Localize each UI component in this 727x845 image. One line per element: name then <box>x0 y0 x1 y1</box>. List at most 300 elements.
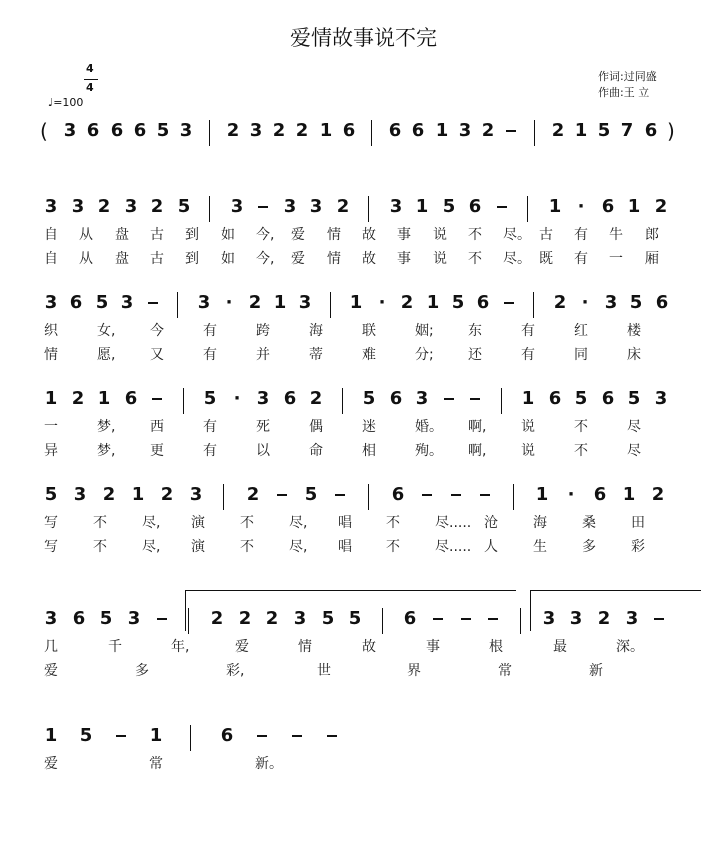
note: 5 <box>44 484 58 505</box>
lyric-syllable: 梦, <box>97 419 116 435</box>
note: 1 <box>435 120 449 141</box>
sustain-dash <box>506 130 516 132</box>
tempo-marking: ♩=100 <box>48 96 84 109</box>
note: 1 <box>349 292 363 313</box>
note: 6 <box>133 120 147 141</box>
lyric-syllable: 千 <box>108 639 122 655</box>
note: 5 <box>574 388 588 409</box>
note: 2 <box>160 484 174 505</box>
lyric-syllable: 爱 <box>291 251 305 267</box>
lyric-syllable: 事 <box>426 639 440 655</box>
note: 6 <box>110 120 124 141</box>
lyric-syllable: 爱 <box>44 663 58 679</box>
dot-marker: · <box>581 292 589 313</box>
note: 1 <box>627 196 641 217</box>
lyric-syllable: 故 <box>362 639 376 655</box>
note: 6 <box>388 120 402 141</box>
lyric-syllable: 尽..... <box>435 515 472 531</box>
note: 5 <box>99 608 113 629</box>
note: 3 <box>44 608 58 629</box>
note: 2 <box>481 120 495 141</box>
note: 2 <box>295 120 309 141</box>
bar-line <box>209 196 210 222</box>
lyric-syllable: 有 <box>203 347 217 363</box>
bar-line <box>501 388 502 414</box>
lyric-syllable: 不 <box>240 539 254 555</box>
lyric-syllable: 死 <box>256 419 270 435</box>
note: 5 <box>203 388 217 409</box>
note: 5 <box>79 725 93 746</box>
note: 6 <box>72 608 86 629</box>
lyric-syllable: 从 <box>79 251 93 267</box>
note: 1 <box>131 484 145 505</box>
lyric-syllable: 古 <box>150 251 164 267</box>
lyric-syllable: 年, <box>171 639 190 655</box>
lyric-syllable: 不 <box>574 443 588 459</box>
note: 3 <box>458 120 472 141</box>
lyric-syllable: 有 <box>574 227 588 243</box>
row-6-verse-1 <box>0 753 727 775</box>
row-4-notes <box>0 484 727 514</box>
note: 3 <box>654 388 668 409</box>
note: 6 <box>601 388 615 409</box>
lyric-syllable: 爱 <box>291 227 305 243</box>
note: 3 <box>293 608 307 629</box>
note: 2 <box>97 196 111 217</box>
lyric-syllable: 尽, <box>142 515 161 531</box>
bar-line <box>330 292 331 318</box>
sustain-dash <box>335 494 345 496</box>
note: 3 <box>44 292 58 313</box>
sustain-dash <box>277 494 287 496</box>
note: 3 <box>256 388 270 409</box>
note: 6 <box>655 292 669 313</box>
sustain-dash <box>292 735 302 737</box>
sustain-dash <box>444 398 454 400</box>
sustain-dash <box>470 398 480 400</box>
row-3-verse-1 <box>0 416 727 438</box>
note: 1 <box>44 388 58 409</box>
row-4-verse-2 <box>0 536 727 558</box>
note: 3 <box>309 196 323 217</box>
time-signature-top: 4 <box>86 62 94 75</box>
note: 6 <box>411 120 425 141</box>
lyric-syllable: 桑 <box>582 515 596 531</box>
note: 3 <box>197 292 211 313</box>
note: 5 <box>348 608 362 629</box>
note: 6 <box>220 725 234 746</box>
bar-line <box>533 292 534 318</box>
note: 2 <box>553 292 567 313</box>
lyric-syllable: 人 <box>484 539 498 555</box>
lyric-syllable: 床 <box>627 347 641 363</box>
sustain-dash <box>504 302 514 304</box>
lyric-syllable: 多 <box>582 539 596 555</box>
note: 6 <box>389 388 403 409</box>
row-4-verse-1 <box>0 512 727 534</box>
note: 3 <box>283 196 297 217</box>
lyric-syllable: 最 <box>553 639 567 655</box>
note: 2 <box>597 608 611 629</box>
note: 6 <box>593 484 607 505</box>
lyric-syllable: 新 <box>589 663 603 679</box>
note: 5 <box>629 292 643 313</box>
note: 2 <box>551 120 565 141</box>
note: 5 <box>451 292 465 313</box>
lyric-syllable: 演 <box>191 539 205 555</box>
bar-line <box>527 196 528 222</box>
lyric-syllable: 更 <box>150 443 164 459</box>
note: 6 <box>86 120 100 141</box>
lyric-syllable: 彩 <box>631 539 645 555</box>
lyric-syllable: 说 <box>521 443 535 459</box>
bar-line <box>209 120 210 146</box>
lyric-syllable: 唱 <box>338 515 352 531</box>
lyric-syllable: 自 <box>44 251 58 267</box>
note: 2 <box>246 484 260 505</box>
intro-notes <box>0 120 727 150</box>
lyric-syllable: 事 <box>397 251 411 267</box>
bar-line <box>534 120 535 146</box>
time-signature-bottom: 4 <box>86 81 94 94</box>
intro-parenthesis: ( <box>40 119 48 143</box>
note: 5 <box>321 608 335 629</box>
lyric-syllable: 情 <box>44 347 58 363</box>
note: 3 <box>298 292 312 313</box>
sustain-dash <box>152 398 162 400</box>
note: 6 <box>548 388 562 409</box>
lyric-syllable: 楼 <box>627 323 641 339</box>
lyric-syllable: 偶 <box>309 419 323 435</box>
note: 5 <box>156 120 170 141</box>
bar-line <box>368 484 369 510</box>
note: 6 <box>283 388 297 409</box>
volta-1-bracket <box>185 590 516 631</box>
note: 2 <box>248 292 262 313</box>
lyric-syllable: 爱 <box>235 639 249 655</box>
row-6-notes <box>0 725 727 755</box>
lyric-syllable: 牛 <box>609 227 623 243</box>
note: 2 <box>150 196 164 217</box>
note: 1 <box>97 388 111 409</box>
note: 3 <box>249 120 263 141</box>
lyric-syllable: 情 <box>327 251 341 267</box>
note: 6 <box>468 196 482 217</box>
lyric-syllable: 东 <box>468 323 482 339</box>
lyric-syllable: 唱 <box>338 539 352 555</box>
lyric-syllable: 情 <box>298 639 312 655</box>
note: 6 <box>342 120 356 141</box>
lyric-syllable: 盘 <box>115 227 129 243</box>
lyric-syllable: 沧 <box>484 515 498 531</box>
note: 2 <box>651 484 665 505</box>
lyric-syllable: 郎 <box>645 227 659 243</box>
note: 5 <box>597 120 611 141</box>
dot-marker: · <box>233 388 241 409</box>
lyric-syllable: 深。 <box>616 639 644 655</box>
lyric-syllable: 姻; <box>415 323 434 339</box>
lyric-syllable: 有 <box>203 323 217 339</box>
lyric-syllable: 婚。 <box>415 419 443 435</box>
lyric-syllable: 海 <box>533 515 547 531</box>
lyric-syllable: 写 <box>44 539 58 555</box>
dot-marker: · <box>577 196 585 217</box>
note: 2 <box>272 120 286 141</box>
lyric-syllable: 蒂 <box>309 347 323 363</box>
lyric-syllable: 爱 <box>44 756 58 772</box>
lyric-syllable: 不 <box>93 515 107 531</box>
lyric-syllable: 尽 <box>627 419 641 435</box>
note: 6 <box>124 388 138 409</box>
sustain-dash <box>148 302 158 304</box>
lyric-syllable: 红 <box>574 323 588 339</box>
lyric-syllable: 说 <box>433 227 447 243</box>
lyric-syllable: 啊, <box>468 443 487 459</box>
lyric-syllable: 相 <box>362 443 376 459</box>
lyric-syllable: 联 <box>362 323 376 339</box>
lyric-syllable: 不 <box>386 515 400 531</box>
lyric-syllable: 不 <box>240 515 254 531</box>
lyric-syllable: 跨 <box>256 323 270 339</box>
lyric-syllable: 女, <box>97 323 116 339</box>
lyric-syllable: 如 <box>221 227 235 243</box>
lyric-syllable: 还 <box>468 347 482 363</box>
bar-line <box>520 608 521 634</box>
lyric-syllable: 西 <box>150 419 164 435</box>
note: 6 <box>476 292 490 313</box>
sustain-dash <box>258 206 268 208</box>
lyric-syllable: 不 <box>386 539 400 555</box>
note: 6 <box>69 292 83 313</box>
lyric-syllable: 织 <box>44 323 58 339</box>
row-3-verse-2 <box>0 440 727 462</box>
lyric-syllable: 不 <box>468 251 482 267</box>
note: 2 <box>265 608 279 629</box>
lyric-syllable: 写 <box>44 515 58 531</box>
lyric-syllable: 有 <box>521 347 535 363</box>
row-1-verse-1 <box>0 224 727 246</box>
note: 5 <box>177 196 191 217</box>
lyric-syllable: 有 <box>203 419 217 435</box>
note: 3 <box>625 608 639 629</box>
lyric-syllable: 不 <box>574 419 588 435</box>
lyric-syllable: 一 <box>609 251 623 267</box>
note: 1 <box>574 120 588 141</box>
note: 3 <box>44 196 58 217</box>
note: 3 <box>415 388 429 409</box>
lyric-syllable: 世 <box>317 663 331 679</box>
note: 5 <box>627 388 641 409</box>
lyric-syllable: 演 <box>191 515 205 531</box>
lyric-syllable: 殉。 <box>415 443 443 459</box>
lyric-syllable: 故 <box>362 227 376 243</box>
row-1-verse-2 <box>0 248 727 270</box>
lyric-syllable: 既 <box>539 251 553 267</box>
row-2-notes <box>0 292 727 322</box>
lyric-syllable: 故 <box>362 251 376 267</box>
lyric-syllable: 难 <box>362 347 376 363</box>
note: 1 <box>415 196 429 217</box>
lyric-syllable: 尽, <box>142 539 161 555</box>
lyric-syllable: 自 <box>44 227 58 243</box>
song-title: 爱情故事说不完 <box>290 26 437 50</box>
sustain-dash <box>157 618 167 620</box>
lyric-syllable: 尽, <box>289 539 308 555</box>
note: 1 <box>622 484 636 505</box>
note: 1 <box>273 292 287 313</box>
lyric-syllable: 海 <box>309 323 323 339</box>
time-signature-line <box>84 79 98 80</box>
sustain-dash <box>480 494 490 496</box>
lyric-syllable: 今, <box>256 251 275 267</box>
note: 3 <box>230 196 244 217</box>
note: 3 <box>604 292 618 313</box>
note: 5 <box>304 484 318 505</box>
dot-marker: · <box>378 292 386 313</box>
dot-marker: · <box>567 484 575 505</box>
lyric-syllable: 事 <box>397 227 411 243</box>
note: 2 <box>654 196 668 217</box>
lyric-syllable: 界 <box>407 663 421 679</box>
note: 3 <box>120 292 134 313</box>
note: 1 <box>426 292 440 313</box>
lyric-syllable: 情 <box>327 227 341 243</box>
lyric-syllable: 新。 <box>255 756 283 772</box>
note: 1 <box>548 196 562 217</box>
lyric-syllable: 从 <box>79 227 93 243</box>
lyric-syllable: 说 <box>521 419 535 435</box>
bar-line <box>371 120 372 146</box>
note: 2 <box>226 120 240 141</box>
composer-credit: 作曲:王 立 <box>598 86 650 99</box>
lyric-syllable: 同 <box>574 347 588 363</box>
note: 2 <box>238 608 252 629</box>
note: 3 <box>71 196 85 217</box>
lyric-syllable: 有 <box>521 323 535 339</box>
note: 6 <box>644 120 658 141</box>
row-2-verse-1 <box>0 320 727 342</box>
lyric-syllable: 生 <box>533 539 547 555</box>
note: 1 <box>521 388 535 409</box>
lyric-syllable: 一 <box>44 419 58 435</box>
lyricist-credit: 作词:过同盛 <box>598 70 657 83</box>
lyric-syllable: 尽 <box>627 443 641 459</box>
lyric-syllable: 彩, <box>226 663 245 679</box>
lyric-syllable: 到 <box>185 227 199 243</box>
dot-marker: · <box>225 292 233 313</box>
lyric-syllable: 啊, <box>468 419 487 435</box>
note: 1 <box>44 725 58 746</box>
lyric-syllable: 尽, <box>289 515 308 531</box>
lyric-syllable: 根 <box>489 639 503 655</box>
lyric-syllable: 盘 <box>115 251 129 267</box>
lyric-syllable: 愿, <box>97 347 116 363</box>
note: 3 <box>542 608 556 629</box>
note: 2 <box>210 608 224 629</box>
lyric-syllable: 并 <box>256 347 270 363</box>
lyric-syllable: 尽。 <box>503 227 531 243</box>
lyric-syllable: 尽..... <box>435 539 472 555</box>
lyric-syllable: 说 <box>433 251 447 267</box>
score-row-6 <box>0 725 727 845</box>
note: 7 <box>620 120 634 141</box>
lyric-syllable: 分; <box>415 347 434 363</box>
note: 1 <box>319 120 333 141</box>
lyric-syllable: 有 <box>574 251 588 267</box>
note: 2 <box>400 292 414 313</box>
lyric-syllable: 有 <box>203 443 217 459</box>
note: 5 <box>362 388 376 409</box>
lyric-syllable: 迷 <box>362 419 376 435</box>
note: 6 <box>601 196 615 217</box>
lyric-syllable: 不 <box>93 539 107 555</box>
note: 5 <box>442 196 456 217</box>
bar-line <box>183 388 184 414</box>
bar-line <box>368 196 369 222</box>
note: 3 <box>569 608 583 629</box>
note: 3 <box>389 196 403 217</box>
note: 2 <box>102 484 116 505</box>
note: 3 <box>189 484 203 505</box>
sustain-dash <box>451 494 461 496</box>
lyric-syllable: 古 <box>150 227 164 243</box>
row-1-notes <box>0 196 727 226</box>
lyric-syllable: 命 <box>309 443 323 459</box>
lyric-syllable: 常 <box>498 663 512 679</box>
lyric-syllable: 今, <box>256 227 275 243</box>
lyric-syllable: 常 <box>149 756 163 772</box>
bar-line <box>223 484 224 510</box>
lyric-syllable: 厢 <box>645 251 659 267</box>
bar-line <box>342 388 343 414</box>
note: 6 <box>403 608 417 629</box>
intro-parenthesis: ) <box>667 119 675 143</box>
note: 3 <box>179 120 193 141</box>
lyric-syllable: 又 <box>150 347 164 363</box>
lyric-syllable: 不 <box>468 227 482 243</box>
lyric-syllable: 今 <box>150 323 164 339</box>
score-row-4 <box>0 484 727 604</box>
note: 2 <box>71 388 85 409</box>
lyric-syllable: 梦, <box>97 443 116 459</box>
row-5-verse-2 <box>0 660 727 682</box>
note: 1 <box>535 484 549 505</box>
lyric-syllable: 以 <box>256 443 270 459</box>
sustain-dash <box>257 735 267 737</box>
row-3-notes <box>0 388 727 418</box>
note: 6 <box>391 484 405 505</box>
bar-line <box>513 484 514 510</box>
note: 3 <box>127 608 141 629</box>
row-5-verse-1 <box>0 636 727 658</box>
note: 2 <box>336 196 350 217</box>
lyric-syllable: 到 <box>185 251 199 267</box>
lyric-syllable: 如 <box>221 251 235 267</box>
bar-line <box>177 292 178 318</box>
note: 3 <box>63 120 77 141</box>
lyric-syllable: 尽。 <box>503 251 531 267</box>
note: 5 <box>95 292 109 313</box>
lyric-syllable: 异 <box>44 443 58 459</box>
note: 2 <box>309 388 323 409</box>
lyric-syllable: 多 <box>135 663 149 679</box>
sustain-dash <box>116 735 126 737</box>
lyric-syllable: 几 <box>44 639 58 655</box>
sustain-dash <box>497 206 507 208</box>
row-2-verse-2 <box>0 344 727 366</box>
note: 3 <box>124 196 138 217</box>
lyric-syllable: 田 <box>631 515 645 531</box>
